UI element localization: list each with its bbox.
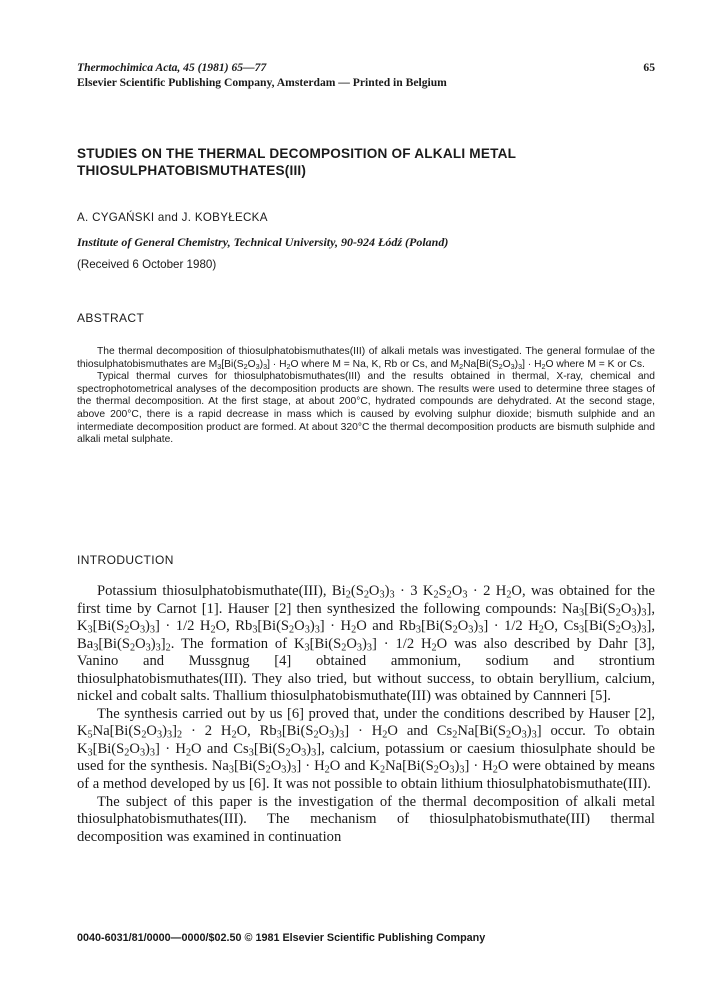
- article-title: [77, 145, 655, 179]
- intro-paragraph-2: The synthesis carried out by us [6] proved that, under the conditions described by Hauser [2], $K_5Na[Bi(S_2O_3)_3]_2 \cdot 2$ $H_2O$, $Rb_3[Bi(S_2O_3)_3] \cdot H_2O$ and $Cs_2Na[Bi(S_2O_3)_3]$ occur. To obtain $K_3[Bi(S_2O_3)_3] \cdot H_2O$ and $Cs_3[Bi(S_2O_3)_3]$, calcium, potassium or caesium thiosulphate should be used for the synthesis. $Na_3[Bi(S_2O_3)_3] \cdot H_2O$ and $K_2Na[Bi(S_2O_3)_3] \cdot H_2O$ were obtained by means of a method developed by us [6]. It was not possible to obtain lithium thiosulphatobismuthate(III).: [77, 705, 655, 793]
- abstract-paragraph-1: The thermal decomposition of thiosulphatobismuthates(III) of alkali metals was investigated. The general formulae of the thiosulphatobismuthates are $M_3[Bi(S_2O_3)_3] \cdot H_2O$ where M = Na, K, Rb or Cs, and $M_2Na[Bi(S_2O_3)_3] \cdot H_2O$ where M = K or Cs.: [77, 346, 655, 371]
- running-header: [77, 60, 655, 90]
- intro-paragraph-1: Potassium thiosulphatobismuthate(III), $Bi_2(S_2O_3)_3 \cdot 3$ $K_2S_2O_3 \cdot 2$ $H_2O$, was obtained for the first time by Carnot [1]. Hauser [2] then synthesized the following compounds: $Na_3[Bi(S_2O_3)_3]$, $K_3[Bi(S_2O_3)_3] \cdot 1/2$ $H_2O$, $Rb_3[Bi(S_2O_3)_3] \cdot H_2O$ and $Rb_3[Bi(S_2O_3)_3] \cdot 1/2$ $H_2O$, $Cs_3[Bi(S_2O_3)_3]$, $Ba_3[Bi(S_2O_3)_3]_2$. The formation of $K_3[Bi(S_2O_3)_3] \cdot 1/2$ $H_2O$ was also described by Dahr [3], Vanino and Mussgnug [4] obtained ammonium, sodium and strontium thiosulphatobismuthates(III). They also tried, but without success, to obtain beryllium, calcium, nickel and cobalt salts. Thallium thiosulphatobismuthate(III) was obtained by Cannneri [5].: [77, 583, 655, 705]
- introduction-heading: INTRODUCTION: [77, 553, 174, 567]
- journal-citation: Thermochimica Acta, 45 (1981) 65—77: [77, 61, 267, 74]
- copyright-footer: 0040-6031/81/0000—0000/$02.50 © 1981 Elsevier Scientific Publishing Company: [77, 932, 486, 944]
- abstract-heading: ABSTRACT: [77, 311, 145, 325]
- page-number: 65: [643, 61, 655, 74]
- received-date: (Received 6 October 1980): [77, 258, 217, 271]
- title-line-2: THIOSULPHATOBISMUTHATES(III): [77, 163, 307, 178]
- affiliation: Institute of General Chemistry, Technical University, 90-924 Łódź (Poland): [77, 235, 449, 249]
- abstract-body: [77, 346, 655, 447]
- intro-paragraph-3: The subject of this paper is the investigation of the thermal decomposition of alkali metal thiosulphatobismuthates(III). The mechanism of thiosulphatobismuthate(III) thermal decomposition was examined in continuation: [77, 793, 655, 845]
- introduction-body: [77, 583, 655, 846]
- abstract-paragraph-2: Typical thermal curves for thiosulphatobismuthates(III) and the results obtained in thermal, X-ray, chemical and spectrophotometrical analyses of the decomposition products are shown. The results were used to determine three stages of the thermal decomposition. At the first stage, at about 200°C, hydrated compounds are dehydrated. At the second stage, above 200°C, there is a rapid decrease in mass which is caused by evolving sulphur dioxide; bismuth sulphide and an intermediate decomposition product are formed. At about 320°C the thermal decomposition products are bismuth sulphide and alkali metal sulphate.: [77, 371, 655, 446]
- authors: A. CYGAŃSKI and J. KOBYŁECKA: [77, 211, 268, 224]
- title-line-1: STUDIES ON THE THERMAL DECOMPOSITION OF ALKALI METAL: [77, 146, 517, 161]
- publisher-line: Elsevier Scientific Publishing Company, Amsterdam — Printed in Belgium: [77, 76, 447, 89]
